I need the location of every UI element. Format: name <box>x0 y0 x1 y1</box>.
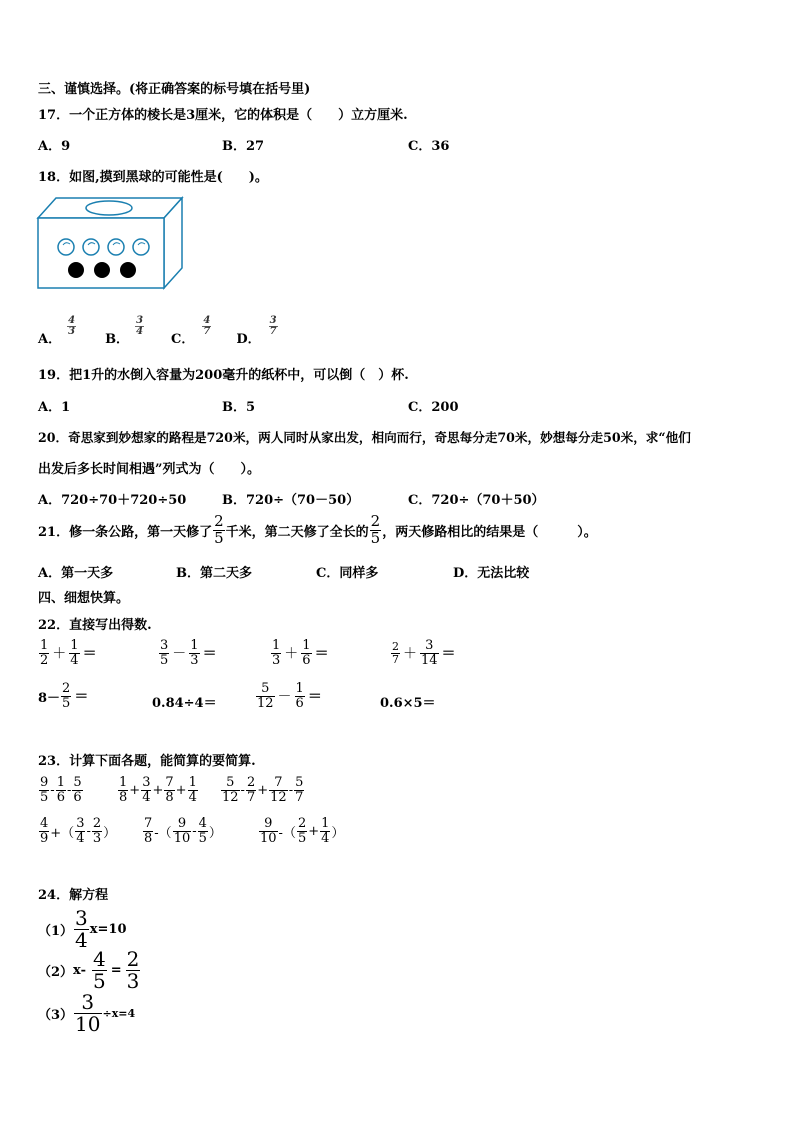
q24-equation-1 <box>38 908 127 951</box>
operator: +（ <box>50 825 75 841</box>
fraction <box>159 639 169 667</box>
numerator: 3 <box>269 314 277 326</box>
numerator: 2 <box>246 775 256 790</box>
q21-option-d: D．无法比较 <box>453 566 530 581</box>
q20-text-line2: 出发后多长时间相遇”列式为（ ）。 <box>38 462 260 477</box>
denominator: 5 <box>62 695 71 711</box>
fraction <box>189 639 199 667</box>
operator: - <box>288 782 294 798</box>
operator: - <box>50 782 55 798</box>
q20-text-line1: 20．奇思家到妙想家的路程是720米，两人同时从家出发，相向而行，奇思每分走70米，妙想每分走50米，求“他们 <box>38 430 691 445</box>
numerator: 3 <box>425 638 434 653</box>
operator: - <box>66 782 72 798</box>
equation-label: （1） <box>38 924 74 939</box>
fraction <box>39 817 49 845</box>
numerator: 1 <box>272 638 281 653</box>
q24-equation-3 <box>38 992 135 1035</box>
numerator: 4 <box>68 314 76 326</box>
fraction <box>74 992 101 1035</box>
box-opening <box>86 201 132 215</box>
denominator: 4 <box>76 830 85 846</box>
denominator: 2 <box>40 652 49 668</box>
denominator: 5 <box>92 969 106 993</box>
q17-option-b: B．27 <box>222 139 265 154</box>
operator: + <box>152 782 164 798</box>
fraction <box>294 776 304 804</box>
fraction <box>420 639 439 667</box>
fraction <box>221 776 240 804</box>
q21-fraction-1 <box>213 514 225 547</box>
fraction <box>297 817 307 845</box>
numerator: 9 <box>177 816 187 831</box>
q18-option-c-letter: C． <box>171 332 195 347</box>
equation-label: （2） <box>38 965 74 980</box>
q20-option-c: C．720÷（70＋50） <box>408 493 545 508</box>
q18-option-d-fraction <box>269 316 278 338</box>
numerator: 2 <box>92 816 102 831</box>
equation-rest: x=10 <box>89 922 127 937</box>
numerator: 9 <box>264 816 273 831</box>
denominator: 5 <box>214 528 224 547</box>
q18-option-b <box>105 306 145 347</box>
fraction <box>173 817 192 845</box>
q21-text-part1: 21．修一条公路，第一天修了 <box>38 524 213 540</box>
operator: - <box>86 823 91 839</box>
numerator: 3 <box>76 816 85 831</box>
q18-options <box>38 306 279 347</box>
denominator: 4 <box>136 326 144 337</box>
q23-title: 23．计算下面各题，能简算的要简算. <box>38 754 256 769</box>
denominator: 7 <box>246 789 256 805</box>
denominator: 7 <box>295 789 304 805</box>
q18-option-c <box>171 306 212 347</box>
operator: -（ <box>278 825 296 841</box>
numerator: 3 <box>160 638 169 653</box>
q18-option-d <box>236 306 278 347</box>
q24-title: 24．解方程 <box>38 888 109 903</box>
equation-label: （3） <box>38 1008 74 1023</box>
section-3-title: 三、谨慎选择。(将正确答案的标号填在括号里) <box>38 82 311 97</box>
denominator: 12 <box>270 789 287 805</box>
equation-prefix: x- <box>73 963 86 978</box>
denominator: 10 <box>173 830 191 846</box>
q19-option-b: B．5 <box>222 400 256 415</box>
numerator: 5 <box>261 681 270 696</box>
denominator: 4 <box>75 928 88 952</box>
denominator: 10 <box>260 830 277 846</box>
q21-text <box>38 514 597 547</box>
q21-option-b: B．第二天多 <box>176 566 252 581</box>
operator: - <box>240 782 245 798</box>
fraction <box>256 682 275 710</box>
q18-option-d-letter: D． <box>236 332 261 347</box>
denominator: 3 <box>68 326 76 337</box>
white-ball <box>108 239 124 255</box>
fraction <box>39 776 49 804</box>
denominator: 6 <box>56 789 65 805</box>
fraction <box>198 817 208 845</box>
fraction <box>39 639 49 667</box>
q18-text: 18．如图,摸到黑球的可能性是( )。 <box>38 170 268 185</box>
q18-option-a-fraction <box>67 316 76 338</box>
q23-row2-expr1 <box>38 817 116 845</box>
fraction <box>61 682 71 710</box>
q19-option-a: A．1 <box>38 400 71 415</box>
fraction <box>143 817 153 845</box>
fraction <box>295 682 305 710</box>
fraction <box>56 776 66 804</box>
operator: － <box>277 689 292 706</box>
denominator: 4 <box>70 652 79 668</box>
operator: - <box>192 823 197 839</box>
fraction <box>271 639 281 667</box>
q23-row2-expr2 <box>142 817 222 845</box>
numerator: 3 <box>142 775 151 790</box>
numerator: 5 <box>295 775 304 790</box>
operator: -（ <box>154 825 172 841</box>
numerator: 4 <box>40 816 49 831</box>
numerator: 4 <box>203 314 211 326</box>
expression-prefix: 8－ <box>38 690 61 706</box>
equals: ＝ <box>202 646 217 663</box>
denominator: 3 <box>92 830 102 846</box>
fraction <box>126 949 141 992</box>
q23-row2-expr3 <box>258 817 344 845</box>
denominator: 6 <box>302 652 311 668</box>
black-ball <box>120 262 136 278</box>
paren: ） <box>331 825 345 841</box>
equals: ＝ <box>307 689 322 706</box>
numerator: 1 <box>190 638 199 653</box>
q17-option-c: C．36 <box>408 139 450 154</box>
numerator: 3 <box>136 314 144 326</box>
q21-option-c: C．同样多 <box>316 566 379 581</box>
denominator: 7 <box>269 326 277 337</box>
q22-item-g <box>255 682 324 710</box>
q18-option-a <box>38 306 77 347</box>
q23-row1-expr3 <box>220 776 305 804</box>
equals: ＝ <box>314 646 329 663</box>
numerator: 4 <box>92 947 106 971</box>
fraction <box>164 776 174 804</box>
denominator: 5 <box>40 789 49 805</box>
numerator: 3 <box>81 990 95 1014</box>
denominator: 4 <box>321 830 330 846</box>
operator: + <box>257 782 269 798</box>
q18-option-b-letter: B． <box>105 332 130 347</box>
q19-option-c: C．200 <box>408 400 459 415</box>
ball-box-figure <box>36 196 186 292</box>
q22-item-e <box>38 682 90 710</box>
numerator: 2 <box>214 512 224 530</box>
denominator: 9 <box>40 830 49 846</box>
white-ball <box>58 239 74 255</box>
white-ball <box>83 239 99 255</box>
operator: ＋ <box>52 646 67 663</box>
numerator: 7 <box>165 775 174 790</box>
black-ball <box>68 262 84 278</box>
q19-text: 19．把1升的水倒入容量为200毫升的纸杯中，可以倒（ ）杯. <box>38 368 409 383</box>
q21-option-a: A．第一天多 <box>38 566 114 581</box>
numerator: 5 <box>226 775 235 790</box>
q18-option-c-fraction <box>202 316 211 338</box>
q20-option-b: B．720÷（70－50） <box>222 493 360 508</box>
denominator: 12 <box>257 695 274 711</box>
operator: + <box>129 782 141 798</box>
q22-item-f: 0.84÷4＝ <box>152 696 217 711</box>
denominator: 6 <box>295 695 304 711</box>
q20-option-a: A．720÷70＋720÷50 <box>38 493 187 508</box>
q22-item-h: 0.6×5＝ <box>380 696 436 711</box>
operator: + <box>308 823 320 839</box>
operator: + <box>175 782 187 798</box>
denominator: 7 <box>392 652 399 666</box>
numerator: 5 <box>73 775 82 790</box>
numerator: 7 <box>144 816 153 831</box>
fraction <box>75 817 85 845</box>
numerator: 2 <box>370 512 381 530</box>
q18-option-a-letter: A． <box>38 332 62 347</box>
q24-equation-2 <box>38 949 141 992</box>
equals: ＝ <box>74 689 89 706</box>
denominator: 8 <box>119 789 128 805</box>
equals: ＝ <box>441 646 456 663</box>
q22-item-a <box>38 639 99 667</box>
denominator: 4 <box>142 789 151 805</box>
fraction <box>74 908 89 951</box>
denominator: 10 <box>75 1012 101 1036</box>
fraction <box>141 776 151 804</box>
black-ball <box>94 262 110 278</box>
denominator: 3 <box>272 652 281 668</box>
fraction <box>246 776 256 804</box>
fraction <box>320 817 330 845</box>
fraction <box>69 639 79 667</box>
equation-rest: ÷x=4 <box>102 1007 136 1020</box>
fraction <box>301 639 311 667</box>
numerator: 1 <box>40 638 49 653</box>
denominator: 12 <box>222 789 239 805</box>
black-balls <box>68 262 136 278</box>
numerator: 4 <box>198 816 207 831</box>
numerator: 1 <box>295 681 304 696</box>
numerator: 1 <box>56 775 65 790</box>
equals: = <box>110 963 122 978</box>
numerator: 7 <box>274 775 283 790</box>
denominator: 5 <box>198 830 207 846</box>
operator: － <box>172 646 187 663</box>
q21-text-part3: ，两天修路相比的结果是（ ）。 <box>382 524 597 540</box>
q17-text: 17．一个正方体的棱长是3厘米，它的体积是（ ）立方厘米. <box>38 108 408 123</box>
numerator: 2 <box>297 816 307 831</box>
fraction <box>259 817 278 845</box>
denominator: 14 <box>421 652 438 668</box>
q22-item-c <box>270 639 331 667</box>
fraction <box>188 776 198 804</box>
numerator: 2 <box>62 681 71 696</box>
q22-item-b <box>158 639 219 667</box>
numerator: 9 <box>40 775 49 790</box>
q23-row1-expr2 <box>117 776 199 804</box>
numerator: 2 <box>126 947 140 971</box>
q18-option-b-fraction <box>135 316 144 338</box>
numerator: 1 <box>321 816 330 831</box>
equals: ＝ <box>82 646 97 663</box>
denominator: 3 <box>190 652 199 668</box>
q21-text-part2: 千米，第二天修了全长的 <box>225 524 369 540</box>
numerator: 1 <box>302 638 311 653</box>
fraction <box>118 776 128 804</box>
q21-fraction-2 <box>370 514 382 547</box>
denominator: 4 <box>188 789 197 805</box>
white-ball <box>133 239 149 255</box>
denominator: 8 <box>165 789 174 805</box>
q22-item-d <box>390 639 458 667</box>
fraction <box>269 776 288 804</box>
numerator: 2 <box>392 640 399 654</box>
fraction <box>72 776 82 804</box>
q17-option-a: A．9 <box>38 139 71 154</box>
paren: ） <box>103 825 117 841</box>
operator: ＋ <box>403 646 417 663</box>
section-4-title: 四、细想快算。 <box>38 591 130 606</box>
denominator: 8 <box>144 830 153 846</box>
denominator: 6 <box>73 789 82 805</box>
denominator: 5 <box>370 528 381 547</box>
numerator: 1 <box>70 638 79 653</box>
numerator: 3 <box>75 906 88 930</box>
operator: ＋ <box>284 646 299 663</box>
fraction <box>92 817 102 845</box>
denominator: 5 <box>160 652 169 668</box>
numerator: 1 <box>119 775 128 790</box>
denominator: 3 <box>126 969 140 993</box>
denominator: 5 <box>297 830 307 846</box>
numerator: 1 <box>188 775 197 790</box>
denominator: 7 <box>203 326 211 337</box>
fraction <box>391 641 400 665</box>
q23-row1-expr1 <box>38 776 84 804</box>
fraction <box>92 949 107 992</box>
paren: ） <box>208 825 222 841</box>
q22-title: 22．直接写出得数. <box>38 618 152 633</box>
